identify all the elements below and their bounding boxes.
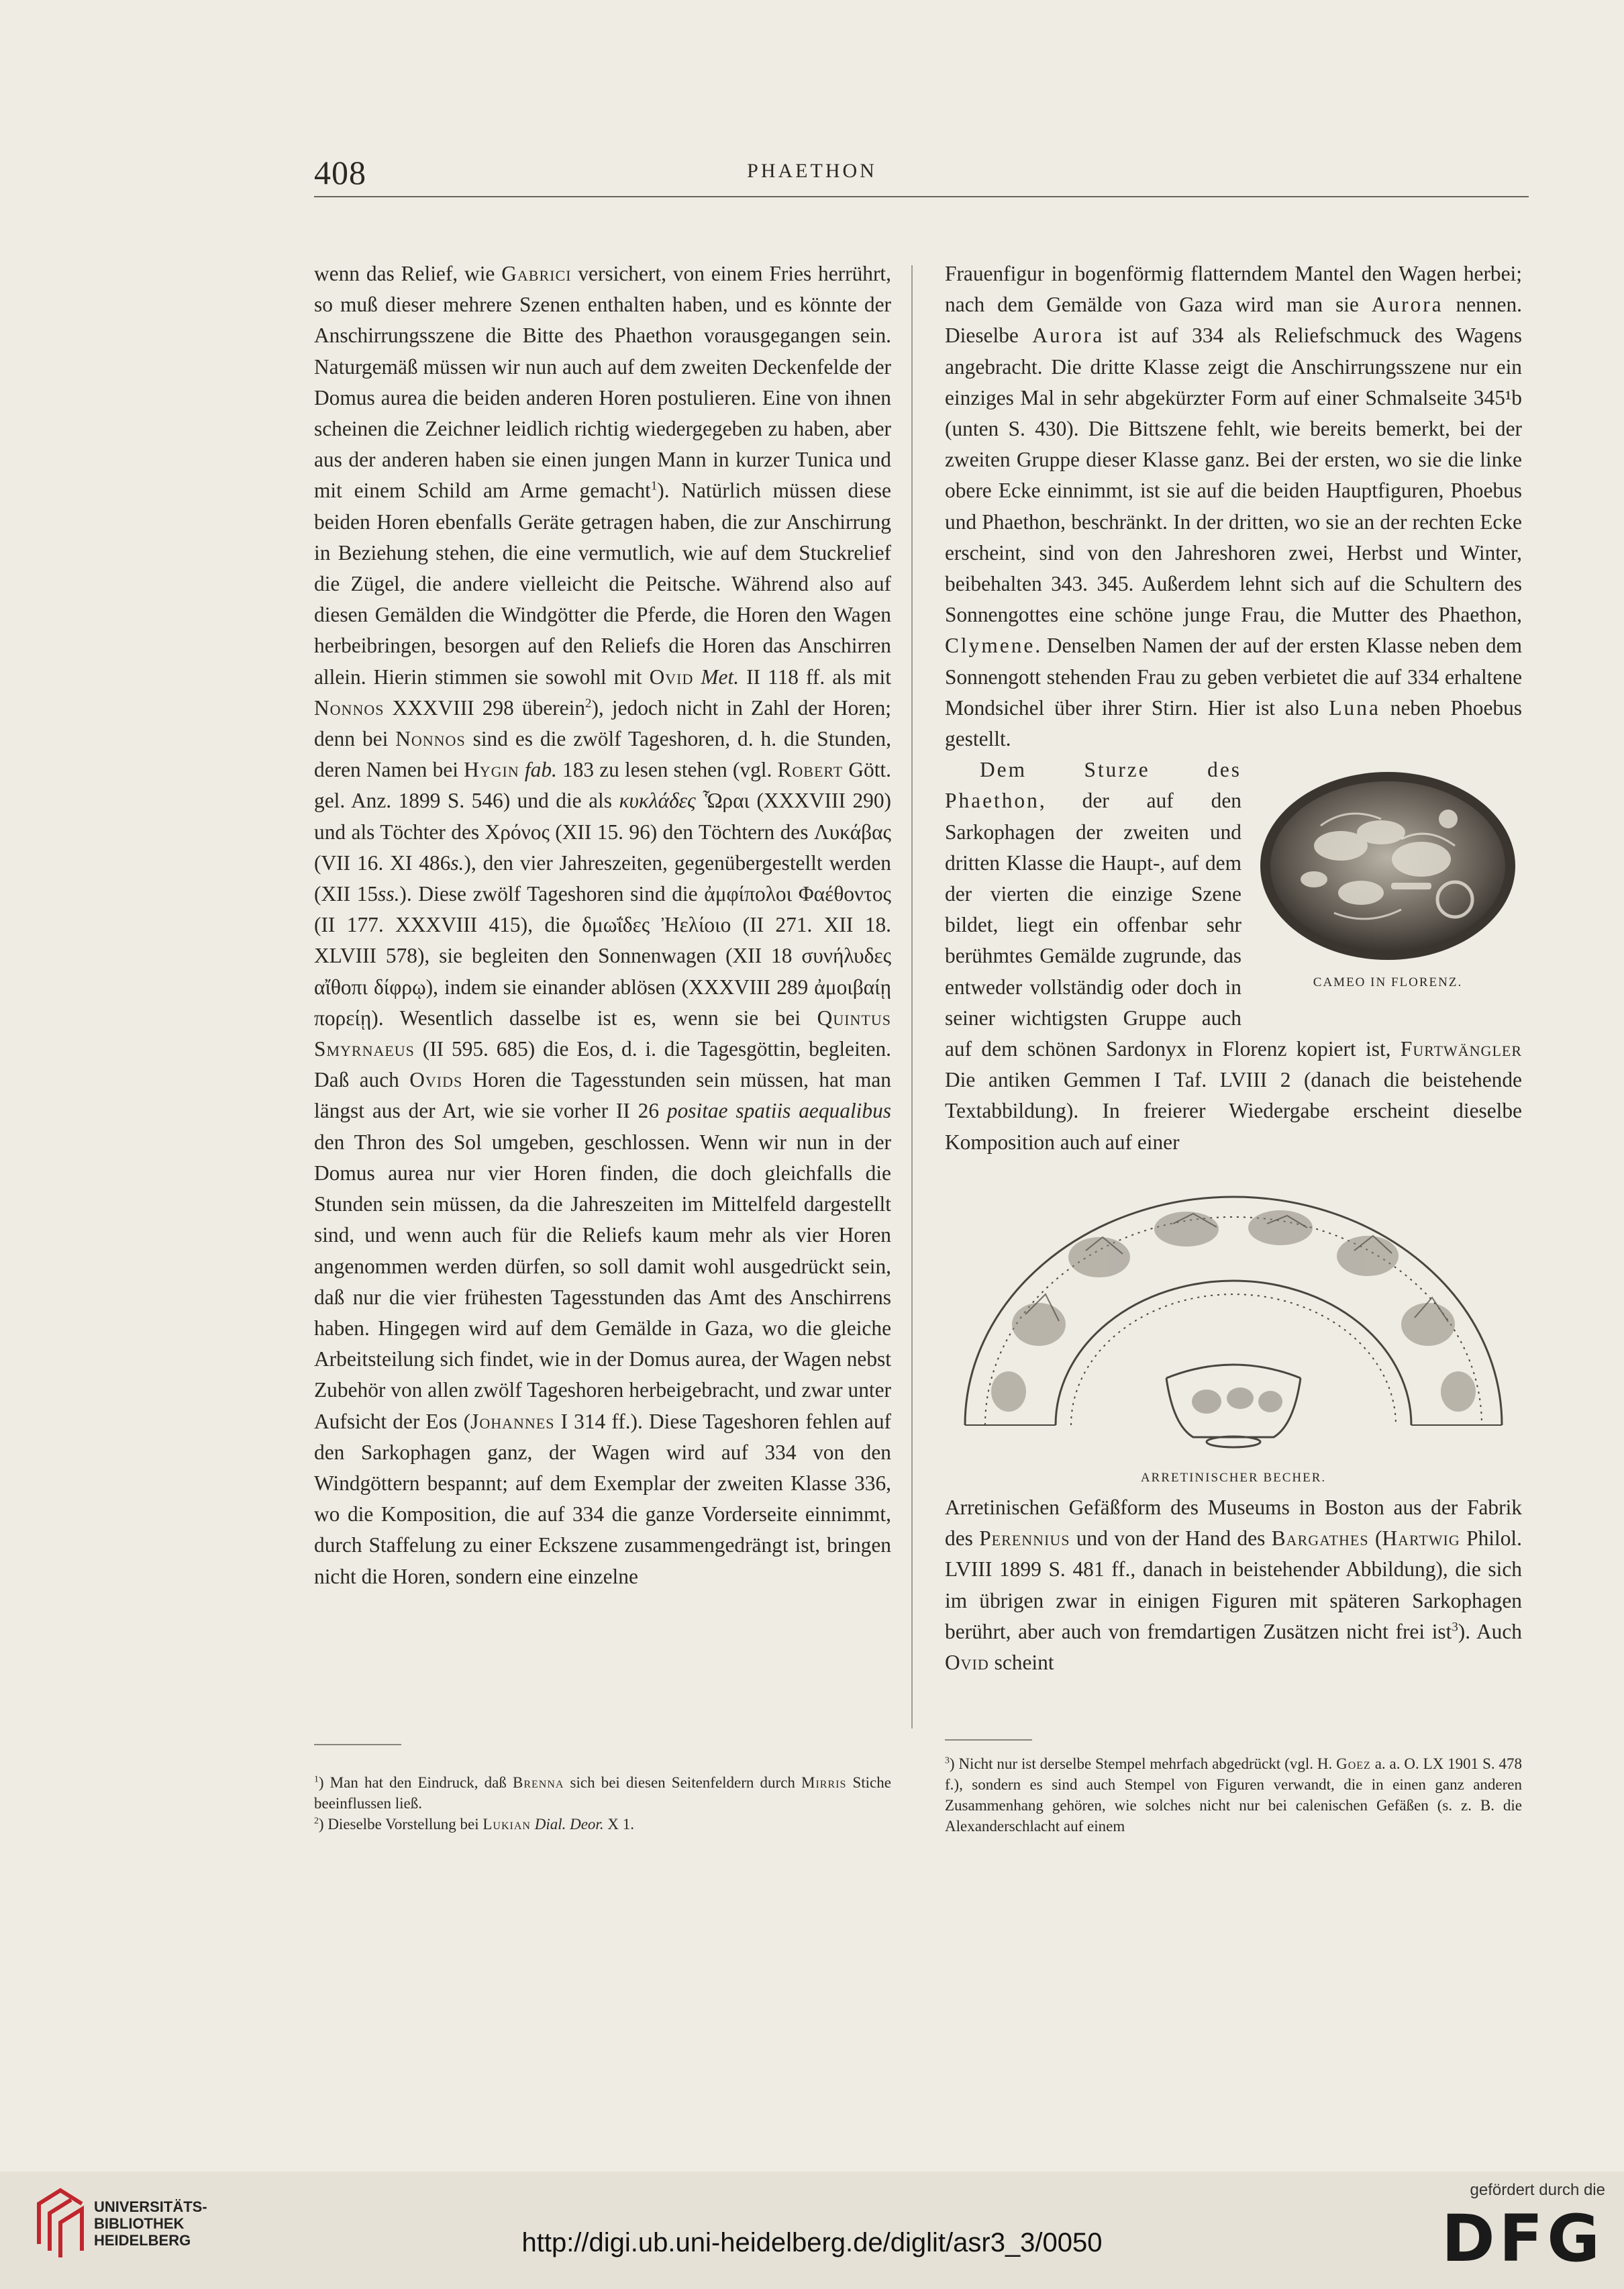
styled-text: fab.	[524, 758, 557, 782]
right-footnotes	[945, 1753, 1522, 1837]
header-rule	[314, 196, 1529, 197]
library-name-line-3: HEIDELBERG	[94, 2232, 191, 2249]
page-number: 408	[314, 154, 366, 191]
styled-text: ss.	[378, 882, 400, 906]
cameo-image	[1254, 765, 1522, 973]
styled-text: Bargathes	[1271, 1526, 1369, 1551]
styled-text: Brenna	[512, 1774, 564, 1791]
footnote-1: $^1$) Man hat den Eindruck, daß Brenna sich bei diesen Seitenfeldern durch Mirris Stiche beeinflussen ließ.	[314, 1773, 891, 1812]
becher-image	[945, 1170, 1522, 1465]
right-paragraph-1: Frauenfigur in bogenförmig flatterndem Mantel den Wagen herbei; nach dem Gemälde von Gaza wird man sie Aurora nennen. Dieselbe Aurora ist auf 334 als Reliefschmuck des Wagens angebracht. Die dritte Klasse zeigt die Anschirrungsszene nur ein einziges Mal in sehr abgekürzter Form auf einer Schmalseite 345¹b (unten S. 430). Die Bittszene fehlt, wie bereits bemerkt, bei der zweiten Gruppe dieser Klasse ganz. Bei der ersten, wo sie die linke obere Ecke einnimmt, ist sie auf die beiden Hauptfiguren, Phoebus und Phaethon, beschränkt. In der dritten, wo sie an der rechten Ecke erscheint, sind von den Jahreshoren zwei, Herbst und Winter, beibehalten 343. 345. Außerdem lehnt sich auf die Schultern des Sonnengottes eine schöne junge Frau, die Mutter des Phaethon, Clymene. Denselben Namen der auf der ersten Klasse neben dem Sonnengott stehenden Frau zu geben verbietet die auf 334 erhaltene Mondsichel über ihrer Stirn. Hier ist also Luna neben Phoebus gestellt.	[945, 262, 1523, 751]
left-paragraph-1: wenn das Relief, wie Gabrici versichert, von einem Fries herrührt, so muß dieser mehrere Szenen enthalten haben, und es könnte der Anschirrungsszene die Bitte des Phaethon vorausgegangen sein. Naturgemäß müssen wir nun auch auf dem zweiten Deckenfelde der Domus aurea die beiden anderen Horen postulieren. Eine von ihnen scheinen die Zeichner leidlich richtig wiedergegeben zu haben, aber aus der anderen haben sie einen jungen Mann in kurzer Tunica und mit einem Schild am Arme gemacht$^1$). Natürlich müssen diese beiden Horen ebenfalls Geräte getragen haben, die zur Anschirrung in Beziehung stehen, die eine vermutlich, wie auf dem Stuckrelief die Zügel, die andere vielleicht die Peitsche. Während also auf diesen Gemälden die Windgötter die Pferde, die Horen den Wagen herbeibringen, besorgen auf den Reliefs die Horen das Anschirren allein. Hierin stimmen sie sowohl mit Ovid Met. II 118 ff. als mit Nonnos XXXVIII 298 überein$^2$), jedoch nicht in Zahl der Horen; denn bei Nonnos sind es die zwölf Tageshoren, d. h. die Stunden, deren Namen bei Hygin fab. 183 zu lesen stehen (vgl. Robert Gött. gel. Anz. 1899 S. 546) und die als κυκλάδες Ὧραι (XXXVIII 290) und als Töchter des Χρόνος (XII 15. 96) den Töchtern des Λυκάβας (VII 16. XI 486s.), den vier Jahreszeiten, gegenübergestellt werden (XII 15ss.). Diese zwölf Tageshoren sind die ἀμφίπολοι Φαέθοντος (II 177. XXXVIII 415), die δμωΐδες Ἠελίοιο (II 271. XII 18. XLVIII 578), sie begleiten den Sonnenwagen (XII 18 συνήλυδες αἴθοπι δίφρῳ), indem sie einander ablösen (XXXVIII 289 ἀμοιβαίῃ πορείῃ). Wesentlich dasselbe ist es, wenn sie bei Quintus Smyrnaeus (II 595. 685) die Eos, d. i. die Tagesgöttin, begleiten. Daß auch Ovids Horen die Tagesstunden sein müssen, hat man längst aus der Art, wie sie vorher II 26 positae spatiis aequalibus den Thron des Sol umgeben, geschlossen. Wenn wir nun in der Domus aurea nur vier Horen finden, die doch gleichfalls die Stunden sein müssen, da die Jahreszeiten im Mittelfeld dargestellt sind, und wenn auch für die Reliefs kaum mehr als vier Horen angenommen werden dürfen, so soll damit wohl ausgedrückt sein, daß nur die vier frühesten Tagesstunden das Amt des Anschirrens haben. Hingegen wird auf dem Gemälde in Gaza, wo die gleiche Arbeitsteilung sich findet, wie in der Domus aurea, der Wagen nebst Zubehör von allen zwölf Tageshoren herbeigebracht, und zwar unter Aufsicht der Eos (Johannes I 314 ff.). Diese Tageshoren fehlen auf den Sarkophagen ganz, der Wagen wird auf 334 von den Windgöttern bespannt; auf dem Exemplar der zweiten Klasse 336, wo die Komposition, die auf 334 die ganze Vorderseite einnimmt, durch Staffelung zu einer Eckszene zusammengedrängt ist, bringen nicht die Horen, sondern eine einzelne	[314, 262, 891, 1588]
styled-text: Ovid	[945, 1650, 989, 1674]
styled-text: Met.	[701, 665, 740, 689]
styled-text: Goez	[1336, 1755, 1371, 1772]
footnote-marker: 2	[585, 696, 592, 711]
footnote-marker: 2	[314, 1815, 319, 1826]
styled-text: κυκλάδες	[619, 789, 696, 813]
styled-text: Nonnos	[314, 695, 385, 720]
right-footnote-rule	[945, 1739, 1032, 1741]
footer-bar	[0, 2172, 1624, 2289]
footnote-3: $^3$) Nicht nur ist derselbe Stempel mehrfach abgedrückt (vgl. H. Goez a. a. O. LX 1901 S. 478 f.), sondern es sind auch Stempel von Figuren verwandt, die in einen ganz anderen Zusammenhang gehören, wie solches nicht nur bei calenischen Gefäßen (s. z. B. die Alexanderschlacht auf einem	[945, 1755, 1522, 1835]
styled-text: Perennius	[979, 1526, 1070, 1551]
footnote-marker: 3	[1452, 1620, 1458, 1635]
styled-text: Aurora	[1371, 293, 1443, 317]
styled-text: Furtwängler	[1400, 1037, 1522, 1061]
left-footnote-rule	[314, 1744, 401, 1745]
styled-text: Dial. Deor.	[534, 1816, 604, 1833]
styled-text: positae spatiis aequalibus	[666, 1099, 891, 1123]
styled-text: Lukian	[483, 1816, 531, 1833]
library-name-line-1: UNIVERSITÄTS-	[94, 2198, 207, 2215]
styled-text: Dem Sturze des Phaethon	[945, 758, 1241, 813]
column-divider	[911, 265, 913, 1728]
footnote-marker: 1	[650, 479, 658, 493]
styled-text: Ovid	[649, 665, 694, 689]
styled-text: Clymene	[945, 634, 1035, 658]
styled-text: Johannes	[470, 1409, 555, 1433]
source-url[interactable]: http://digi.ub.uni-heidelberg.de/diglit/asr3_3/0050	[521, 2228, 1103, 2257]
funded-by-label: gefördert durch die	[1470, 2181, 1605, 2199]
styled-text: Hartwig	[1382, 1526, 1460, 1551]
becher-caption: ARRETINISCHER BECHER.	[1140, 1470, 1327, 1485]
cameo-figure	[1254, 765, 1522, 1014]
right-paragraph-2: Dem Sturze des Phaethon, der auf den Sarkophagen der zweiten und dritten Klasse die Haupt-, auf dem der vierten die einzige Szene bildet, liegt ein offenbar sehr berühmtes Gemälde zugrunde, das entweder vollständig oder doch in seiner wichtigsten Gruppe auch auf dem schönen Sardonyx in Florenz kopiert ist, Furtwängler Die antiken Gemmen I Taf. LVIII 2 (danach die beistehende Textabbildung). In freierer Wiedergabe erscheint dieselbe Komposition auch auf einer	[945, 758, 1522, 1154]
running-head: PHAETHON	[747, 160, 877, 182]
styled-text: Aurora	[1032, 324, 1105, 348]
left-footnotes	[314, 1772, 891, 1835]
styled-text: Quintus Smyrnaeus	[314, 1006, 891, 1061]
styled-text: Ovids	[409, 1068, 463, 1092]
library-name-line-2: BIBLIOTHEK	[94, 2215, 185, 2232]
styled-text: Hygin	[464, 758, 519, 782]
footnote-marker: 3	[945, 1755, 950, 1765]
styled-text: Luna	[1329, 695, 1380, 720]
styled-text: s.	[450, 850, 464, 875]
footnote-marker: 1	[314, 1773, 319, 1784]
styled-text: Nonnos	[395, 727, 466, 751]
left-column	[314, 258, 891, 1592]
cameo-caption: CAMEO IN FLORENZ.	[1313, 975, 1463, 990]
dfg-logo: DFG	[1441, 2201, 1604, 2276]
styled-text: Gabrici	[501, 262, 572, 285]
right-column	[945, 258, 1522, 1678]
styled-text: Robert	[777, 758, 844, 782]
becher-figure	[945, 1170, 1522, 1492]
footnote-2: $^2$) Dieselbe Vorstellung bei Lukian Dial. Deor. X 1.	[314, 1815, 634, 1833]
right-paragraph-3: Arretinischen Gefäßform des Museums in Boston aus der Fabrik des Perennius und von der Hand des Bargathes (Hartwig Philol. LVIII 1899 S. 481 ff., danach in beistehender Abbildung), die sich im übrigen zwar in einigen Figuren mit späteren Sarkophagen berührt, aber auch von fremdartigen Zusätzen nicht frei ist$^3$). Auch Ovid scheint	[945, 1495, 1522, 1674]
styled-text: Mirris	[801, 1774, 847, 1791]
